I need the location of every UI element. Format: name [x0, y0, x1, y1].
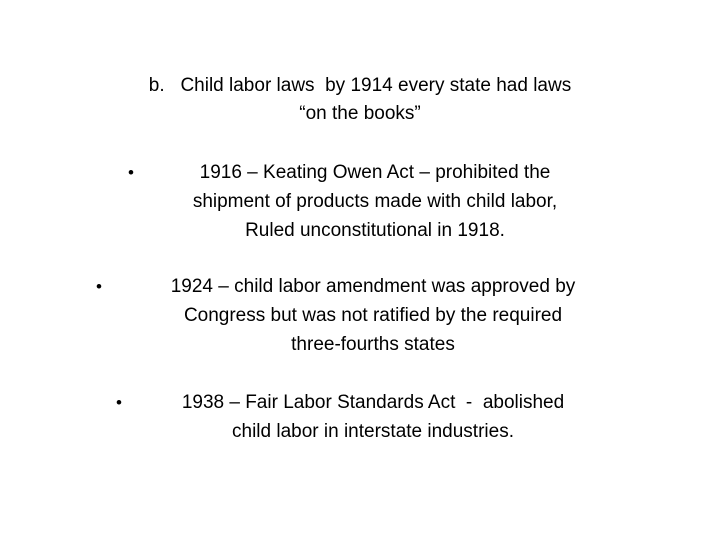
- bullet-1-line-2: shipment of products made with child labor,: [192, 191, 558, 212]
- bullet-1-line-1: 1916 – Keating Owen Act – prohibited the: [199, 162, 551, 183]
- heading-line-1: b. Child labor laws by 1914 every state had laws: [148, 75, 572, 96]
- bullet-item-1924: [128, 272, 618, 359]
- bullet-2-line-2: Congress but was not ratified by the required: [183, 305, 563, 326]
- heading-line-2: “on the books”: [299, 103, 421, 124]
- slide-heading: [60, 72, 660, 128]
- bullet-3-line-1: 1938 – Fair Labor Standards Act - abolished: [181, 392, 565, 413]
- bullet-marker-1: •: [128, 163, 134, 182]
- bullet-marker-3: •: [116, 393, 122, 412]
- bullet-3-line-2: child labor in interstate industries.: [232, 421, 514, 442]
- bullet-2-line-3: three-fourths states: [291, 334, 455, 355]
- bullet-item-1938: [148, 388, 598, 446]
- bullet-1-line-3: Ruled unconstitutional in 1918.: [245, 220, 505, 241]
- bullet-item-1916: [150, 158, 600, 245]
- bullet-marker-2: •: [96, 277, 102, 296]
- bullet-2-line-1: 1924 – child labor amendment was approved by: [170, 276, 576, 297]
